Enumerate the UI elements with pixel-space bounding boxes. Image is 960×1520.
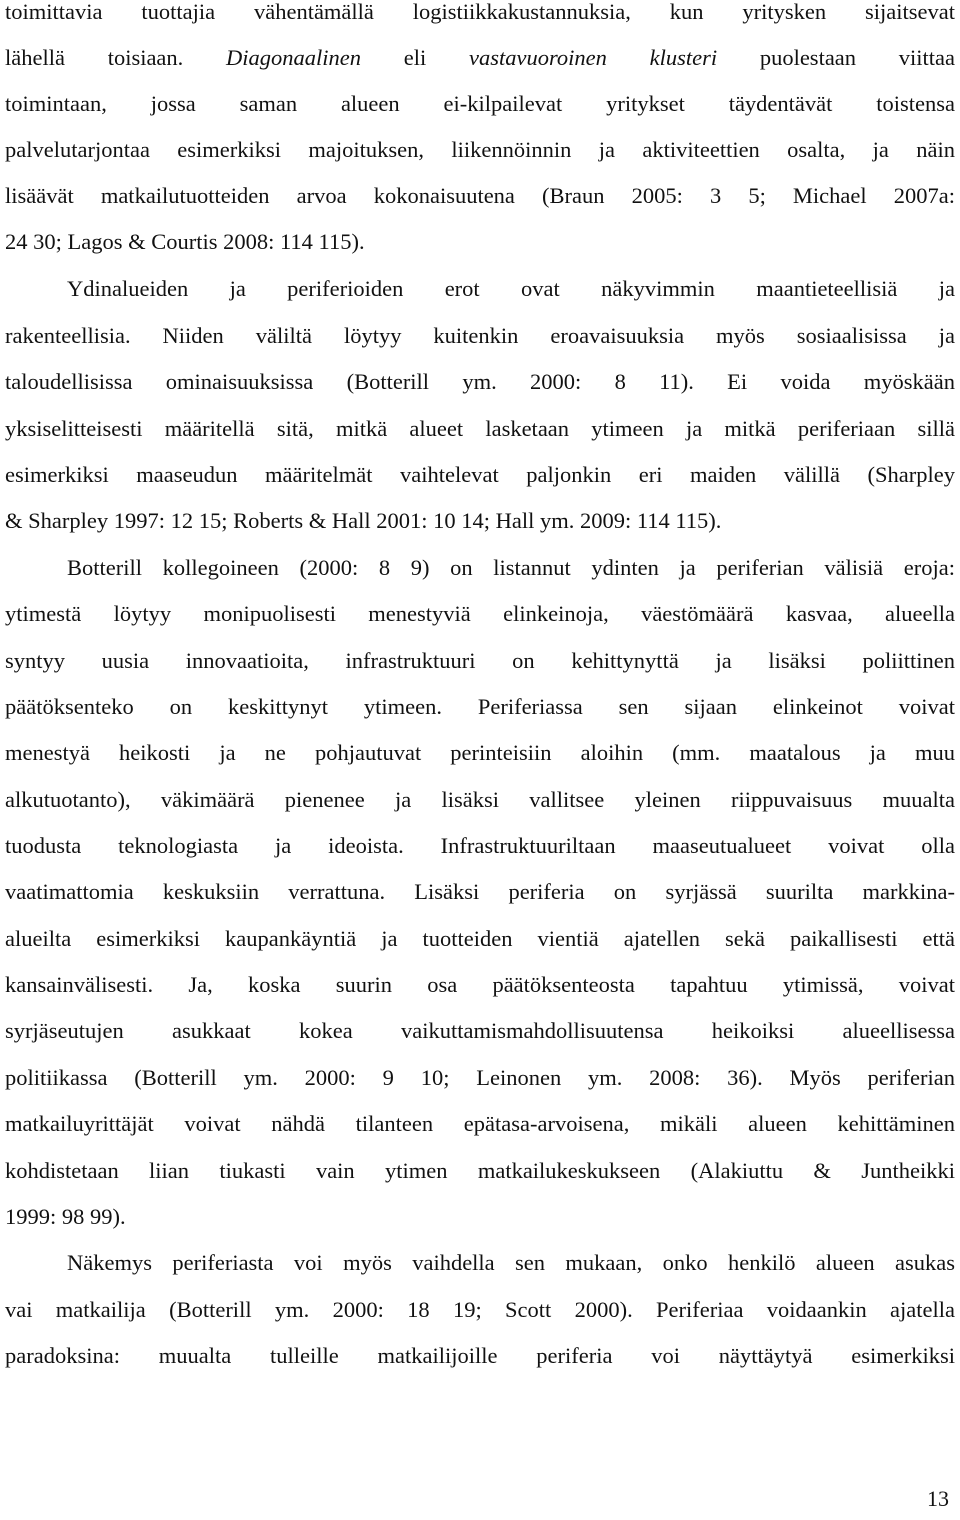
text-line: rakenteellisia. Niiden väliltä löytyy kuitenkin eroavaisuuksia myös sosiaalisissa ja bbox=[5, 323, 955, 348]
text-line: yksiselitteisesti määritellä sitä, mitkä alueet lasketaan ytimeen ja mitkä periferiaan sillä bbox=[5, 416, 955, 441]
text-line: syntyy uusia innovaatioita, infrastruktuuri on kehittynyttä ja lisäksi poliittinen bbox=[5, 648, 955, 673]
text-line: & Sharpley 1997: 12 15; Roberts & Hall 2001: 10 14; Hall ym. 2009: 114 115). bbox=[5, 508, 722, 533]
text-line: Näkemys periferiasta voi myös vaihdella sen mukaan, onko henkilö alueen asukas bbox=[67, 1250, 955, 1275]
text-line: esimerkiksi maaseudun määritelmät vaihtelevat paljonkin eri maiden välillä (Sharpley bbox=[5, 462, 955, 487]
text-line: alkutuotanto), väkimäärä pienenee ja lisäksi vallitsee yleinen riippuvaisuus muualta bbox=[5, 787, 955, 812]
text-line: Botterill kollegoineen (2000: 8 9) on listannut ydinten ja periferian välisiä eroja: bbox=[67, 555, 955, 580]
text-span: eli bbox=[361, 45, 469, 70]
text-line: politiikassa (Botterill ym. 2000: 9 10; Leinonen ym. 2008: 36). Myös periferian bbox=[5, 1065, 955, 1090]
italic-term: Diagonaalinen bbox=[226, 45, 362, 70]
text-line: syrjäseutujen asukkaat kokea vaikuttamismahdollisuutensa heikoiksi alueellisessa bbox=[5, 1018, 955, 1043]
text-line: toimittavia tuottajia vähentämällä logistiikkakustannuksia, kun yritysken sijaitsevat bbox=[5, 0, 955, 24]
text-line: kohdistetaan liian tiukasti vain ytimen matkailukeskukseen (Alakiuttu & Juntheikki bbox=[5, 1158, 955, 1183]
text-line: palvelutarjontaa esimerkiksi majoituksen, liikennöinnin ja aktiviteettien osalta, ja näin bbox=[5, 137, 955, 162]
page-number: 13 bbox=[927, 1486, 949, 1511]
text-line-mixed bbox=[5, 42, 955, 74]
text-line: tuodusta teknologiasta ja ideoista. Infrastruktuuriltaan maaseutualueet voivat olla bbox=[5, 833, 955, 858]
text-line: lisäävät matkailutuotteiden arvoa kokonaisuutena (Braun 2005: 3 5; Michael 2007a: bbox=[5, 183, 955, 208]
text-line: Ydinalueiden ja periferioiden erot ovat näkyvimmin maantieteellisiä ja bbox=[67, 276, 955, 301]
text-line: toimintaan, jossa saman alueen ei-kilpailevat yritykset täydentävät toistensa bbox=[5, 91, 955, 116]
text-line: ytimestä löytyy monipuolisesti menestyviä elinkeinoja, väestömäärä kasvaa, alueella bbox=[5, 601, 955, 626]
text-line: alueilta esimerkiksi kaupankäyntiä ja tuotteiden vientiä ajatellen sekä paikallisesti että bbox=[5, 926, 955, 951]
text-line: menestyä heikosti ja ne pohjautuvat perinteisiin aloihin (mm. maatalous ja muu bbox=[5, 740, 955, 765]
italic-term: vastavuoroinen klusteri bbox=[468, 45, 718, 70]
text-span: lähellä toisiaan. bbox=[5, 45, 227, 70]
text-line: matkailuyrittäjät voivat nähdä tilanteen epätasa-arvoisena, mikäli alueen kehittäminen bbox=[5, 1111, 955, 1136]
text-line: kansainvälisesti. Ja, koska suurin osa päätöksenteosta tapahtuu ytimissä, voivat bbox=[5, 972, 955, 997]
text-line: päätöksenteko on keskittynyt ytimeen. Periferiassa sen sijaan elinkeinot voivat bbox=[5, 694, 955, 719]
document-page bbox=[5, 0, 955, 1520]
text-line: 24 30; Lagos & Courtis 2008: 114 115). bbox=[5, 229, 365, 254]
text-span: puolestaan viittaa bbox=[717, 45, 955, 70]
text-line: taloudellisissa ominaisuuksissa (Botterill ym. 2000: 8 11). Ei voida myöskään bbox=[5, 369, 955, 394]
text-line: paradoksina: muualta tulleille matkailijoille periferia voi näyttäytyä esimerkiksi bbox=[5, 1343, 955, 1368]
text-line: 1999: 98 99). bbox=[5, 1204, 126, 1229]
text-line: vai matkailija (Botterill ym. 2000: 18 19; Scott 2000). Periferiaa voidaankin ajatella bbox=[5, 1297, 955, 1322]
text-line: vaatimattomia keskuksiin verrattuna. Lisäksi periferia on syrjässä suurilta markkina- bbox=[5, 879, 955, 904]
